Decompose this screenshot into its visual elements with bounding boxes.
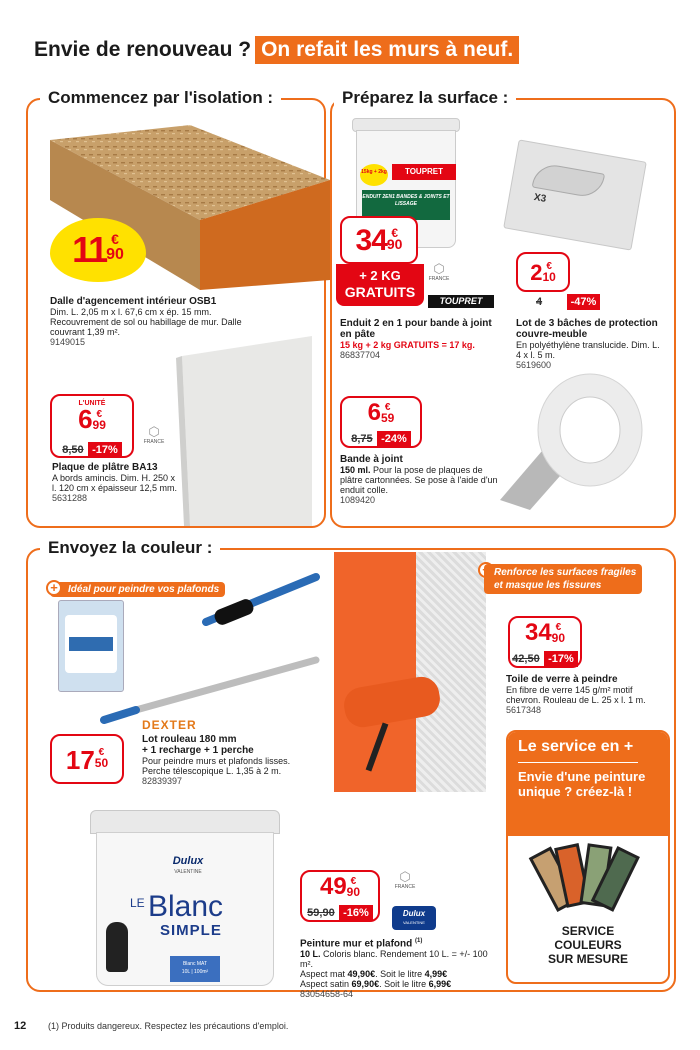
enduit-brand-logo: TOUPRET (428, 295, 494, 308)
joint-tape-desc: Pour la pose de plaques de plâtre cartonnées. Se pose à l'aide d'un enduit colle. (340, 465, 498, 495)
baches-info (516, 318, 666, 370)
paint-info: Peinture mur et plafond $^{(1)}$ 10 L. Coloris blanc. Rendement 10 L. = +/- 100 m². Aspect mat 49,90€. Soit le litre 4,99€ Aspect satin 69,90€. Soit le litre 6,99€ 83054658-64 (300, 936, 500, 999)
osb-desc: Dim. L. 2,05 m x l. 67,6 cm x ép. 15 mm. Recouvrement de sol ou habillage de mur. Dalle couvrant 1,39 m². (50, 307, 242, 337)
cat-illustration (106, 922, 128, 972)
roller-brand: DEXTER (142, 718, 197, 732)
paint-can-image (90, 810, 280, 986)
roller-info (142, 734, 312, 786)
plasterboard-discount: -17% (88, 442, 122, 458)
enduit-origin: ⬡ FRANCE (428, 261, 450, 282)
paint-discount: -16% (339, 905, 373, 921)
baches-price-box (516, 252, 570, 292)
enduit-bucket-label: ENDUIT 2EN1 BANDES & JOINTS ET LISSAGE (362, 190, 450, 220)
fiberglass-name: Toile de verre à peindre (506, 674, 618, 685)
page-number: 12 (14, 1020, 27, 1032)
paint-mat-litre-price: 4,99€ (424, 969, 448, 980)
plasterboard-desc: A bords amincis. Dim. H. 250 x l. 120 cm x épaisseur 12,5 mm. (52, 473, 178, 493)
fiberglass-tag (484, 564, 642, 594)
paint-can-label: Blanc MAT (182, 961, 208, 967)
joint-tape-ref: 1089420 (340, 495, 376, 505)
baches-name: Lot de 3 bâches de protection couvre-meuble (516, 318, 658, 340)
paint-brand-sub: VALENTINE (403, 920, 425, 925)
roller-tag-label: Idéal pour peindre vos plafonds (50, 582, 225, 597)
plus-circle-icon: + (46, 580, 62, 596)
paint-mat-litre-label: Soit le litre (380, 969, 423, 980)
enduit-bonus-line2: GRATUITS (344, 284, 416, 300)
enduit-price-box (340, 216, 418, 264)
paint-volume: 10 L. (300, 949, 321, 960)
paint-satin-label: Aspect satin (300, 979, 350, 990)
paint-currency: € (350, 876, 357, 887)
fiberglass-currency: € (555, 622, 562, 633)
fiberglass-info (506, 674, 666, 715)
joint-tape-info (340, 454, 500, 505)
plasterboard-price-dec: 99 (92, 418, 106, 432)
joint-tape-old-price: 8,75 (351, 433, 373, 445)
plasterboard-price-int: 6 (78, 404, 93, 434)
fiberglass-price-box (508, 616, 582, 668)
enduit-bucket-brand: TOUPRET (392, 164, 456, 180)
roller-name-line2: + 1 recharge + 1 perche (142, 745, 254, 756)
enduit-bonus-line1: + 2 KG (359, 268, 401, 283)
roller-price-box (50, 734, 124, 784)
paint-mat-price: 49,90€ (347, 969, 376, 980)
paint-satin-price: 69,90€ (351, 979, 380, 990)
fiberglass-desc: En fibre de verre 145 g/m² motif chevron. Rouleau de L. 25 x l. 1 m. (506, 685, 646, 705)
roller-price-dec: 50 (94, 756, 109, 770)
roller-desc: Pour peindre murs et plafonds lisses. Perche télescopique L. 1,35 à 2 m. (142, 756, 291, 776)
service-title: Le service en + (518, 738, 634, 755)
paint-can-le: LE (130, 896, 145, 910)
paint-origin: ⬡ FRANCE (394, 869, 416, 890)
paint-can-volume: 10L | 100m² (181, 969, 209, 975)
couleur-title: Envoyez la couleur : (40, 538, 220, 558)
baches-discount: -47% (567, 294, 601, 310)
roller-name-line1: Lot rouleau 180 mm (142, 734, 237, 745)
baches-ref: 5619600 (516, 360, 552, 370)
paint-satin-litre-price: 6,99€ (428, 979, 452, 990)
joint-tape-price-box (340, 396, 422, 448)
baches-price-dec: 10 (542, 270, 556, 284)
paint-price-int: 49 (319, 873, 347, 900)
paint-can-blanc: Blanc (148, 890, 224, 923)
fiberglass-price-int: 34 (524, 619, 552, 646)
osb-price-int: 11 (72, 229, 107, 270)
telescopic-pole-image (96, 572, 328, 732)
enduit-bucket-badge: 15kg + 2kg (360, 164, 388, 186)
fiberglass-price-dec: 90 (551, 631, 566, 645)
france-origin-icon: ⬡ (399, 869, 411, 884)
baches-pack-label: X3 (533, 191, 547, 205)
paint-price-dec: 90 (346, 885, 361, 899)
paint-can-brand: Dulux (172, 855, 204, 867)
baches-price-int: 2 (530, 260, 543, 285)
roller-price-int: 17 (65, 745, 95, 775)
surface-title: Préparez la surface : (334, 88, 516, 108)
paint-satin-litre-label: Soit le litre (384, 979, 427, 990)
enduit-price-dec: 90 (386, 236, 403, 252)
fiberglass-ref: 5617348 (506, 705, 542, 715)
enduit-bonus-badge (336, 264, 424, 306)
paint-name: Peinture mur et plafond (300, 938, 413, 950)
isolation-title: Commencez par l'isolation : (40, 88, 281, 108)
roller-currency: € (98, 747, 105, 758)
headline-highlight: On refait les murs à neuf. (255, 36, 519, 64)
enduit-ref: 86837704 (340, 350, 381, 360)
osb-name: Dalle d'agencement intérieur OSB1 (50, 296, 217, 307)
paint-mat-label: Aspect mat (300, 969, 346, 980)
joint-tape-discount: -24% (377, 431, 411, 447)
joint-tape-price-dec: 59 (381, 411, 395, 425)
paint-ref: 83054658-64 (300, 989, 354, 1000)
enduit-currency: € (391, 226, 399, 240)
fiberglass-discount: -17% (544, 651, 578, 667)
paint-brand-name: Dulux (402, 909, 426, 918)
swatch-icon (508, 836, 668, 926)
fiberglass-tag-line1: Renforce les surfaces fragiles (494, 567, 637, 578)
plasterboard-old-price: 8,50 (62, 444, 84, 456)
paint-can-simple: SIMPLE (160, 922, 222, 939)
paint-can-brand-sub: VALENTINE (174, 869, 202, 875)
service-box[interactable] (506, 730, 670, 984)
plasterboard-info (52, 462, 182, 503)
paint-brand-logo (392, 906, 436, 930)
enduit-price-int: 34 (355, 224, 387, 257)
joint-tape-currency: € (384, 402, 391, 413)
osb-price-badge (50, 218, 146, 282)
baches-desc: En polyéthylène translucide. Dim. L. 4 x l. 5 m. (516, 340, 660, 360)
page-headline (34, 38, 519, 62)
enduit-promo: 15 kg + 2 kg GRATUITS = 17 kg. (340, 340, 475, 350)
plasterboard-price-box (50, 394, 134, 458)
paint-desc: Coloris blanc. Rendement 10 L. = +/- 100 m². (300, 949, 488, 970)
paint-note: (1) (415, 938, 423, 944)
baches-discount-row (536, 292, 600, 310)
wall-photo (334, 552, 486, 792)
headline-title: Envie de renouveau ? (34, 38, 252, 61)
service-caption-line3: SUR MESURE (547, 952, 628, 966)
osb-currency: € (111, 231, 119, 247)
osb-price-dec: 90 (106, 246, 124, 263)
paint-old-price: 59,90 (307, 907, 335, 919)
joint-tape-roll-image (500, 370, 650, 510)
france-origin-icon: ⬡ (148, 424, 160, 439)
plasterboard-image (172, 336, 322, 526)
fiberglass-old-price: 42,50 (512, 653, 540, 665)
baches-currency: € (546, 261, 552, 272)
plasterboard-ref: 5631288 (52, 493, 88, 503)
enduit-info (340, 318, 500, 360)
france-origin-icon: ⬡ (433, 261, 445, 276)
plasterboard-name: Plaque de plâtre BA13 (52, 462, 158, 473)
plasterboard-unit-label: L'UNITÉ (78, 400, 106, 407)
osb-ref: 9149015 (50, 337, 86, 347)
plasterboard-currency: € (96, 409, 102, 420)
roller-ref: 82839397 (142, 776, 183, 786)
fiberglass-tag-line2: et masque les fissures (494, 580, 602, 591)
service-text: Envie d'une peinture unique ? créez-là ! (518, 769, 646, 799)
joint-tape-length: 150 ml. (340, 465, 371, 475)
service-caption-line1: SERVICE (561, 924, 615, 938)
enduit-name: Enduit 2 en 1 pour bande à joint en pâte (340, 318, 492, 340)
joint-tape-price-int: 6 (367, 399, 381, 426)
baches-old-price: 4 (536, 296, 543, 308)
joint-tape-name: Bande à joint (340, 454, 403, 465)
footer-note: (1) Produits dangereux. Respectez les précautions d'emploi. (48, 1021, 289, 1031)
paint-price-box (300, 870, 380, 922)
service-caption-line2: COULEURS (554, 938, 622, 952)
plasterboard-origin: ⬡ FRANCE (143, 424, 165, 445)
